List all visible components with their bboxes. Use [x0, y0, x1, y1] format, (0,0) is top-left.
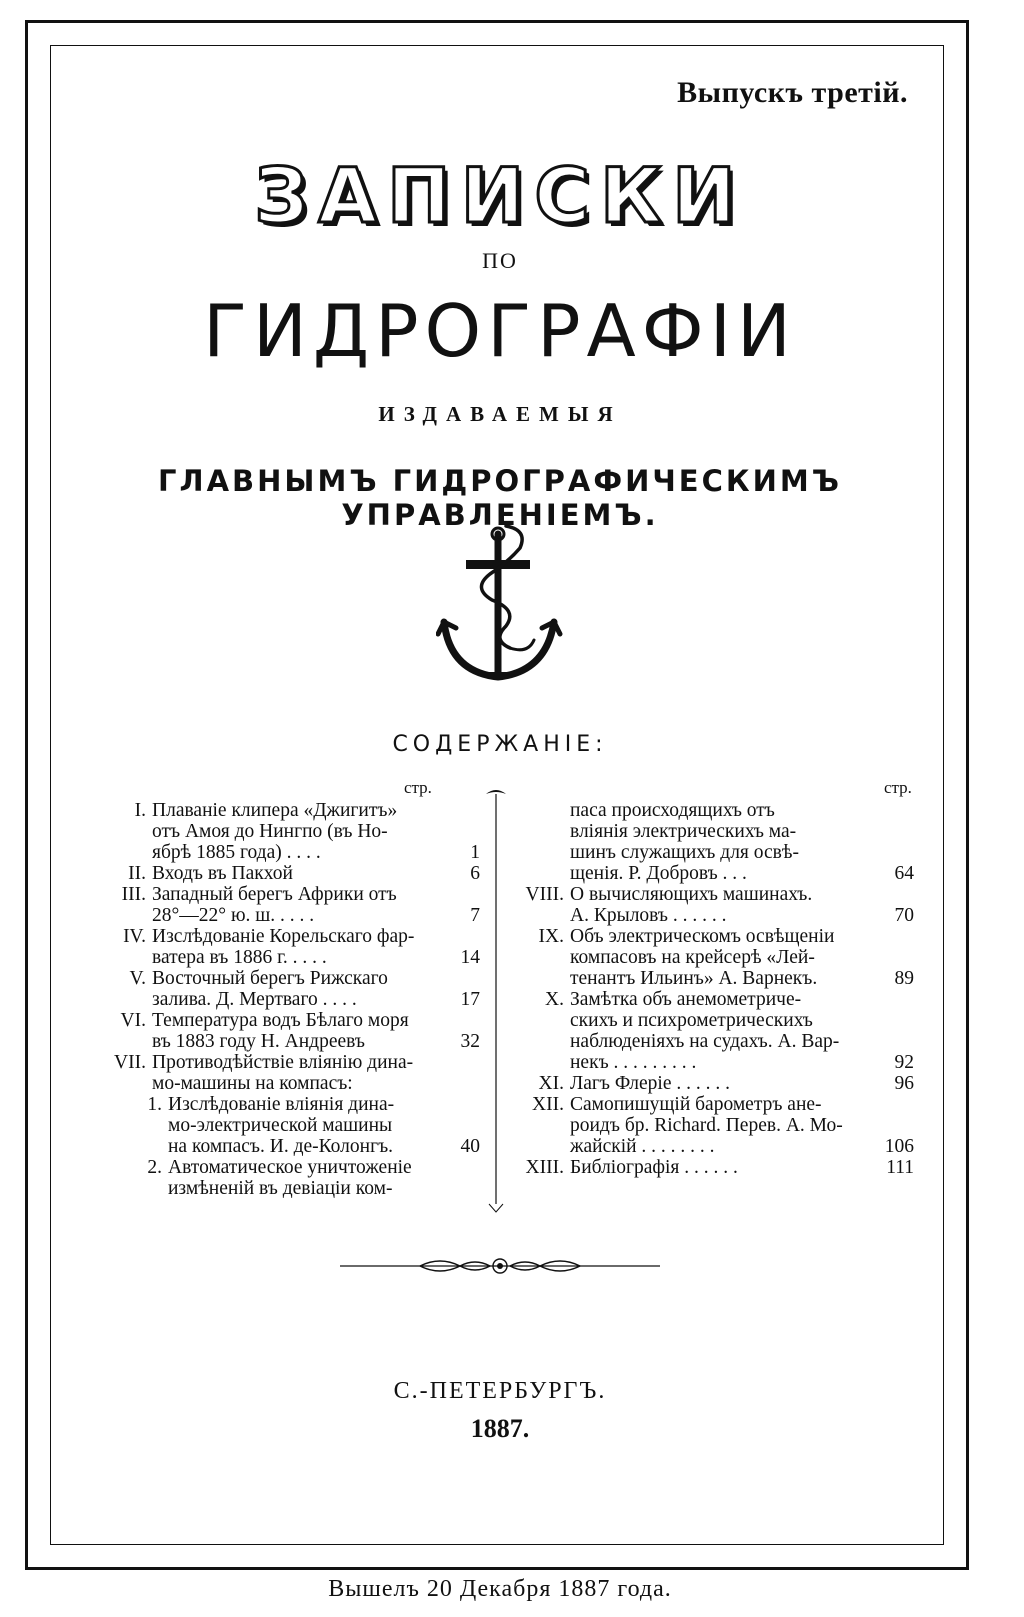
contents-entry-line	[98, 1115, 480, 1136]
page-column-label-left: стр.	[404, 778, 432, 797]
contents-entry-line	[98, 968, 480, 989]
entry-title: наблюденіяхъ на судахъ. А. Вар-	[570, 1031, 840, 1052]
contents-entry-line	[516, 800, 914, 821]
contents-entry-line	[516, 1094, 914, 1115]
contents-entry-line	[98, 1094, 480, 1115]
contents-entry-line	[516, 842, 914, 863]
entry-page: 7	[470, 905, 480, 926]
contents-entry-line	[98, 863, 480, 884]
contents-entry-line	[98, 1073, 480, 1094]
entry-title: Автоматическое уничтоженіе	[168, 1157, 412, 1178]
contents-entry-line	[98, 821, 480, 842]
entry-number: VI.	[120, 1010, 146, 1031]
entry-title: скихъ и психрометрическихъ	[570, 1010, 813, 1031]
contents-entry-line	[98, 1178, 480, 1199]
column-divider	[481, 784, 511, 1214]
entry-title: компасовъ на крейсерѣ «Лей-	[570, 947, 815, 968]
entry-number: VIII.	[525, 884, 564, 905]
place-of-publication: С.-ПЕТЕРБУРГЪ.	[393, 1378, 607, 1404]
contents-entry-line	[98, 1157, 480, 1178]
entry-title: Западный берегъ Африки отъ	[152, 884, 397, 905]
journal-title: ЗАПИСКИ	[254, 151, 746, 240]
contents-entry-line	[516, 968, 914, 989]
entry-title: паса происходящихъ отъ	[570, 800, 775, 821]
entry-title: ябрѣ 1885 года) . . . .	[152, 842, 321, 863]
contents-entry-line	[516, 1115, 914, 1136]
entry-page: 64	[894, 863, 914, 884]
journal-subject: ГИДРОГРАФІИ	[203, 289, 797, 373]
entry-title: Восточный берегъ Рижскаго	[152, 968, 388, 989]
entry-number: XIII.	[525, 1157, 564, 1178]
entry-number: IV.	[123, 926, 146, 947]
contents-entry-line	[98, 1136, 480, 1157]
anchor-icon	[436, 522, 566, 692]
contents-entry-line	[516, 1073, 914, 1094]
contents-entry-line	[98, 884, 480, 905]
contents-entry-line	[516, 1031, 914, 1052]
title-preposition: ПО	[482, 248, 518, 273]
entry-number: XI.	[538, 1073, 564, 1094]
entry-page: 111	[886, 1157, 914, 1178]
contents-entry-line	[98, 947, 480, 968]
entry-title: А. Крыловъ . . . . . .	[570, 905, 727, 926]
page-column-label-right: стр.	[884, 778, 912, 797]
entry-title: Входъ въ Пакхой	[152, 863, 293, 884]
entry-page: 92	[894, 1052, 914, 1073]
contents-entry-line	[98, 842, 480, 863]
contents-entry-line	[516, 1052, 914, 1073]
entry-number: XII.	[532, 1094, 564, 1115]
entry-title: на компасъ. И. де-Колонгъ.	[168, 1136, 394, 1157]
entry-title: жайскій . . . . . . . .	[570, 1136, 715, 1157]
entry-page: 89	[894, 968, 914, 989]
entry-number: 2.	[147, 1157, 162, 1178]
entry-title: отъ Амоя до Нингпо (въ Но-	[152, 821, 388, 842]
contents-entry-line	[98, 905, 480, 926]
contents-entry-line	[516, 926, 914, 947]
entry-title: шинъ служащихъ для освѣ-	[570, 842, 799, 863]
published-by-label: ИЗДАВАЕМЫЯ	[378, 402, 622, 426]
entry-number: II.	[128, 863, 146, 884]
contents-right-column	[516, 800, 914, 1178]
entry-title: Плаваніе клипера «Джигитъ»	[152, 800, 398, 821]
entry-title: Библіографія . . . . . .	[570, 1157, 738, 1178]
entry-title: въ 1883 году Н. Андреевъ	[152, 1031, 365, 1052]
entry-title: Изслѣдованіе Корельскаго фар-	[152, 926, 415, 947]
entry-title: Изслѣдованіе вліянія дина-	[168, 1094, 395, 1115]
contents-entry-line	[516, 1010, 914, 1031]
entry-page: 70	[894, 905, 914, 926]
contents-entry-line	[516, 947, 914, 968]
entry-title: мо-машины на компасъ:	[152, 1073, 353, 1094]
contents-left-column	[98, 800, 480, 1199]
contents-entry-line	[98, 800, 480, 821]
entry-title: измѣненій въ девіаціи ком-	[168, 1178, 393, 1199]
contents-entry-line	[516, 989, 914, 1010]
ornament-divider	[340, 1254, 660, 1278]
entry-title: роидъ бр. Richard. Перев. А. Мо-	[570, 1115, 843, 1136]
entry-title: залива. Д. Мертваго . . . .	[152, 989, 357, 1010]
entry-title: тенантъ Ильинъ» А. Варнекъ.	[570, 968, 818, 989]
publication-year: 1887.	[470, 1414, 530, 1443]
contents-entry-line	[98, 1010, 480, 1031]
entry-title: Самопишущій барометръ ане-	[570, 1094, 822, 1115]
entry-title: щенія. Р. Добровъ . . .	[570, 863, 747, 884]
entry-page: 106	[884, 1136, 914, 1157]
contents-entry-line	[516, 905, 914, 926]
entry-title: ватера въ 1886 г. . . . .	[152, 947, 327, 968]
contents-entry-line	[516, 884, 914, 905]
entry-number: IX.	[538, 926, 564, 947]
contents-entry-line	[98, 1031, 480, 1052]
entry-number: I.	[134, 800, 146, 821]
entry-title: Замѣтка объ анемометриче-	[570, 989, 802, 1010]
entry-title: вліянія электрическихъ ма-	[570, 821, 797, 842]
entry-number: X.	[545, 989, 564, 1010]
entry-number: III.	[121, 884, 146, 905]
entry-page: 32	[460, 1031, 480, 1052]
contents-entry-line	[516, 863, 914, 884]
entry-number: V.	[129, 968, 146, 989]
contents-entry-line	[98, 1052, 480, 1073]
entry-title: мо-электрической машины	[168, 1115, 393, 1136]
contents-entry-line	[516, 821, 914, 842]
contents-entry-line	[516, 1136, 914, 1157]
entry-number: 1.	[147, 1094, 162, 1115]
entry-page: 14	[460, 947, 480, 968]
entry-title: Температура водъ Бѣлаго моря	[152, 1010, 409, 1031]
contents-entry-line	[98, 926, 480, 947]
entry-title: Противодѣйствіе вліянію дина-	[152, 1052, 414, 1073]
entry-title: некъ . . . . . . . . .	[570, 1052, 697, 1073]
entry-title: О вычисляющихъ машинахъ.	[570, 884, 813, 905]
entry-title: Лагъ Флеріе . . . . . .	[570, 1073, 730, 1094]
entry-title: 28°—22° ю. ш. . . . .	[152, 905, 315, 926]
publisher-name: ГЛАВНЫМЪ ГИДРОГРАФИЧЕСКИМЪ УПРАВЛЕНІЕМЪ.	[158, 464, 842, 532]
contents-entry-line	[98, 989, 480, 1010]
contents-entry-line	[516, 1157, 914, 1178]
entry-page: 17	[460, 989, 480, 1010]
entry-number: VII.	[114, 1052, 146, 1073]
entry-page: 40	[460, 1136, 480, 1157]
entry-page: 6	[470, 863, 480, 884]
entry-page: 96	[894, 1073, 914, 1094]
contents-heading: СОДЕРЖАНІЕ:	[392, 732, 608, 757]
entry-title: Объ электрическомъ освѣщеніи	[570, 926, 835, 947]
issue-number: Выпускъ третій.	[677, 76, 908, 109]
entry-page: 1	[470, 842, 480, 863]
release-date: Вышелъ 20 Декабря 1887 года.	[328, 1576, 672, 1602]
